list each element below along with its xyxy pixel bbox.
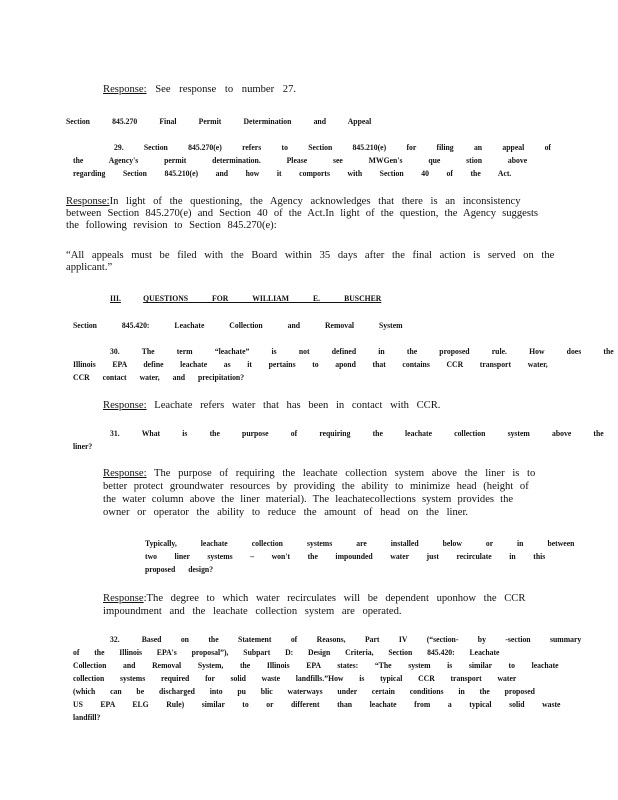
part-heading <box>110 293 382 305</box>
response-label: Response: <box>103 400 147 411</box>
response-27 <box>103 84 296 96</box>
response-30 <box>103 400 440 412</box>
question-32-line-7: landfill? <box>73 713 101 722</box>
question-number: 32. <box>110 635 120 644</box>
response-text: In light of the questioning, the Agency acknowledges that there is an inconsistency <box>109 196 521 207</box>
question-32-line-4: collection systems required for solid waste landfills.”How is typical CCR transport water <box>73 674 517 683</box>
response-followup-line-2: impoundment and the leachate collection system are operated. <box>103 606 402 617</box>
question-31-line-1 <box>110 428 604 440</box>
question-number: 29. <box>114 143 124 152</box>
response-29-line-2: between Section 845.270(e) and Section 40 of the Act.In light of the question, the Agency suggests <box>66 208 539 219</box>
question-29-line-1 <box>114 142 551 154</box>
question-30-line-1 <box>110 346 614 358</box>
quote-line-1: “All appeals must be filed with the Board within 35 days after the final action is served on the <box>66 250 555 261</box>
section-heading: Section 845.270 Final Permit Determination and Appeal <box>66 117 372 126</box>
question-number: 30. <box>110 347 120 356</box>
question-32-line-1 <box>110 634 582 646</box>
followup-line-1: Typically, leachate collection systems are installed below or in between <box>145 539 575 548</box>
part-title: QUESTIONS FOR WILLIAM E. BUSCHER <box>143 294 382 303</box>
response-31-line-2: better protect groundwater resources by providing the ability to minimize head (height of <box>103 481 529 492</box>
response-31-line-4: owner or operator the ability to reduce the amount of head on the liner. <box>103 507 469 518</box>
question-32-line-6: US EPA ELG Rule) similar to or different than leachate from a typical solid waste <box>73 700 561 709</box>
response-label: Response: <box>103 468 147 479</box>
response-31-line-3: the water column above the liner material). The leachatecollections system provides the <box>103 494 514 505</box>
question-text: What is the purpose of requiring the leachate collection system above the <box>141 429 604 438</box>
response-label: Response: <box>66 196 110 207</box>
response-followup-line-1 <box>103 593 525 605</box>
question-text: The term “leachate” is not defined in the proposed rule. How does the <box>141 347 614 356</box>
question-31-line-2: liner? <box>73 442 93 451</box>
question-30-line-2: Illinois EPA define leachate as it pertains to apond that contains CCR transport water, <box>73 360 548 369</box>
response-text: Leachate refers water that has been in contact with CCR. <box>154 400 441 411</box>
question-number: 31. <box>110 429 120 438</box>
response-text: See response to number 27. <box>155 84 297 95</box>
question-32-line-3: Collection and Removal System, the Illinois EPA states: “The system is similar to leachate <box>73 661 559 670</box>
response-label: Response <box>103 593 144 604</box>
followup-line-2: two liner systems – won't the impounded water just recirculate in this <box>145 552 546 561</box>
response-29-line-1 <box>66 196 521 208</box>
question-32-line-5: (which can be discharged into pu blic waterways under certain conditions in the proposed <box>73 687 535 696</box>
response-29-line-3: the following revision to Section 845.270(e): <box>66 220 277 231</box>
response-text: The purpose of requiring the leachate collection system above the liner is to <box>154 468 536 479</box>
response-label: Response: <box>103 84 147 95</box>
question-29-line-2: the Agency's permit determination. Please see MWGen's que stion above <box>73 156 528 165</box>
response-31-line-1 <box>103 468 535 480</box>
quote-line-2: applicant.” <box>66 262 113 273</box>
part-numeral: III. <box>110 294 121 303</box>
question-30-line-3: CCR contact water, and precipitation? <box>73 373 245 382</box>
question-text: Based on the Statement of Reasons, Part IV (“section- by -section summary <box>141 635 582 644</box>
question-32-line-2: of the Illinois EPA's proposal”), Subpart D: Design Criteria, Section 845.420: Leachate <box>73 648 500 657</box>
question-29-line-3: regarding Section 845.210(e) and how it comports with Section 40 of the Act. <box>73 169 512 178</box>
response-text: :The degree to which water recirculates will be dependent uponhow the CCR <box>143 593 526 604</box>
question-text: Section 845.270(e) refers to Section 845.210(e) for filing an appeal of <box>143 143 551 152</box>
followup-line-3: proposed design? <box>145 565 214 574</box>
section-heading: Section 845.420: Leachate Collection and Removal System <box>73 321 403 330</box>
